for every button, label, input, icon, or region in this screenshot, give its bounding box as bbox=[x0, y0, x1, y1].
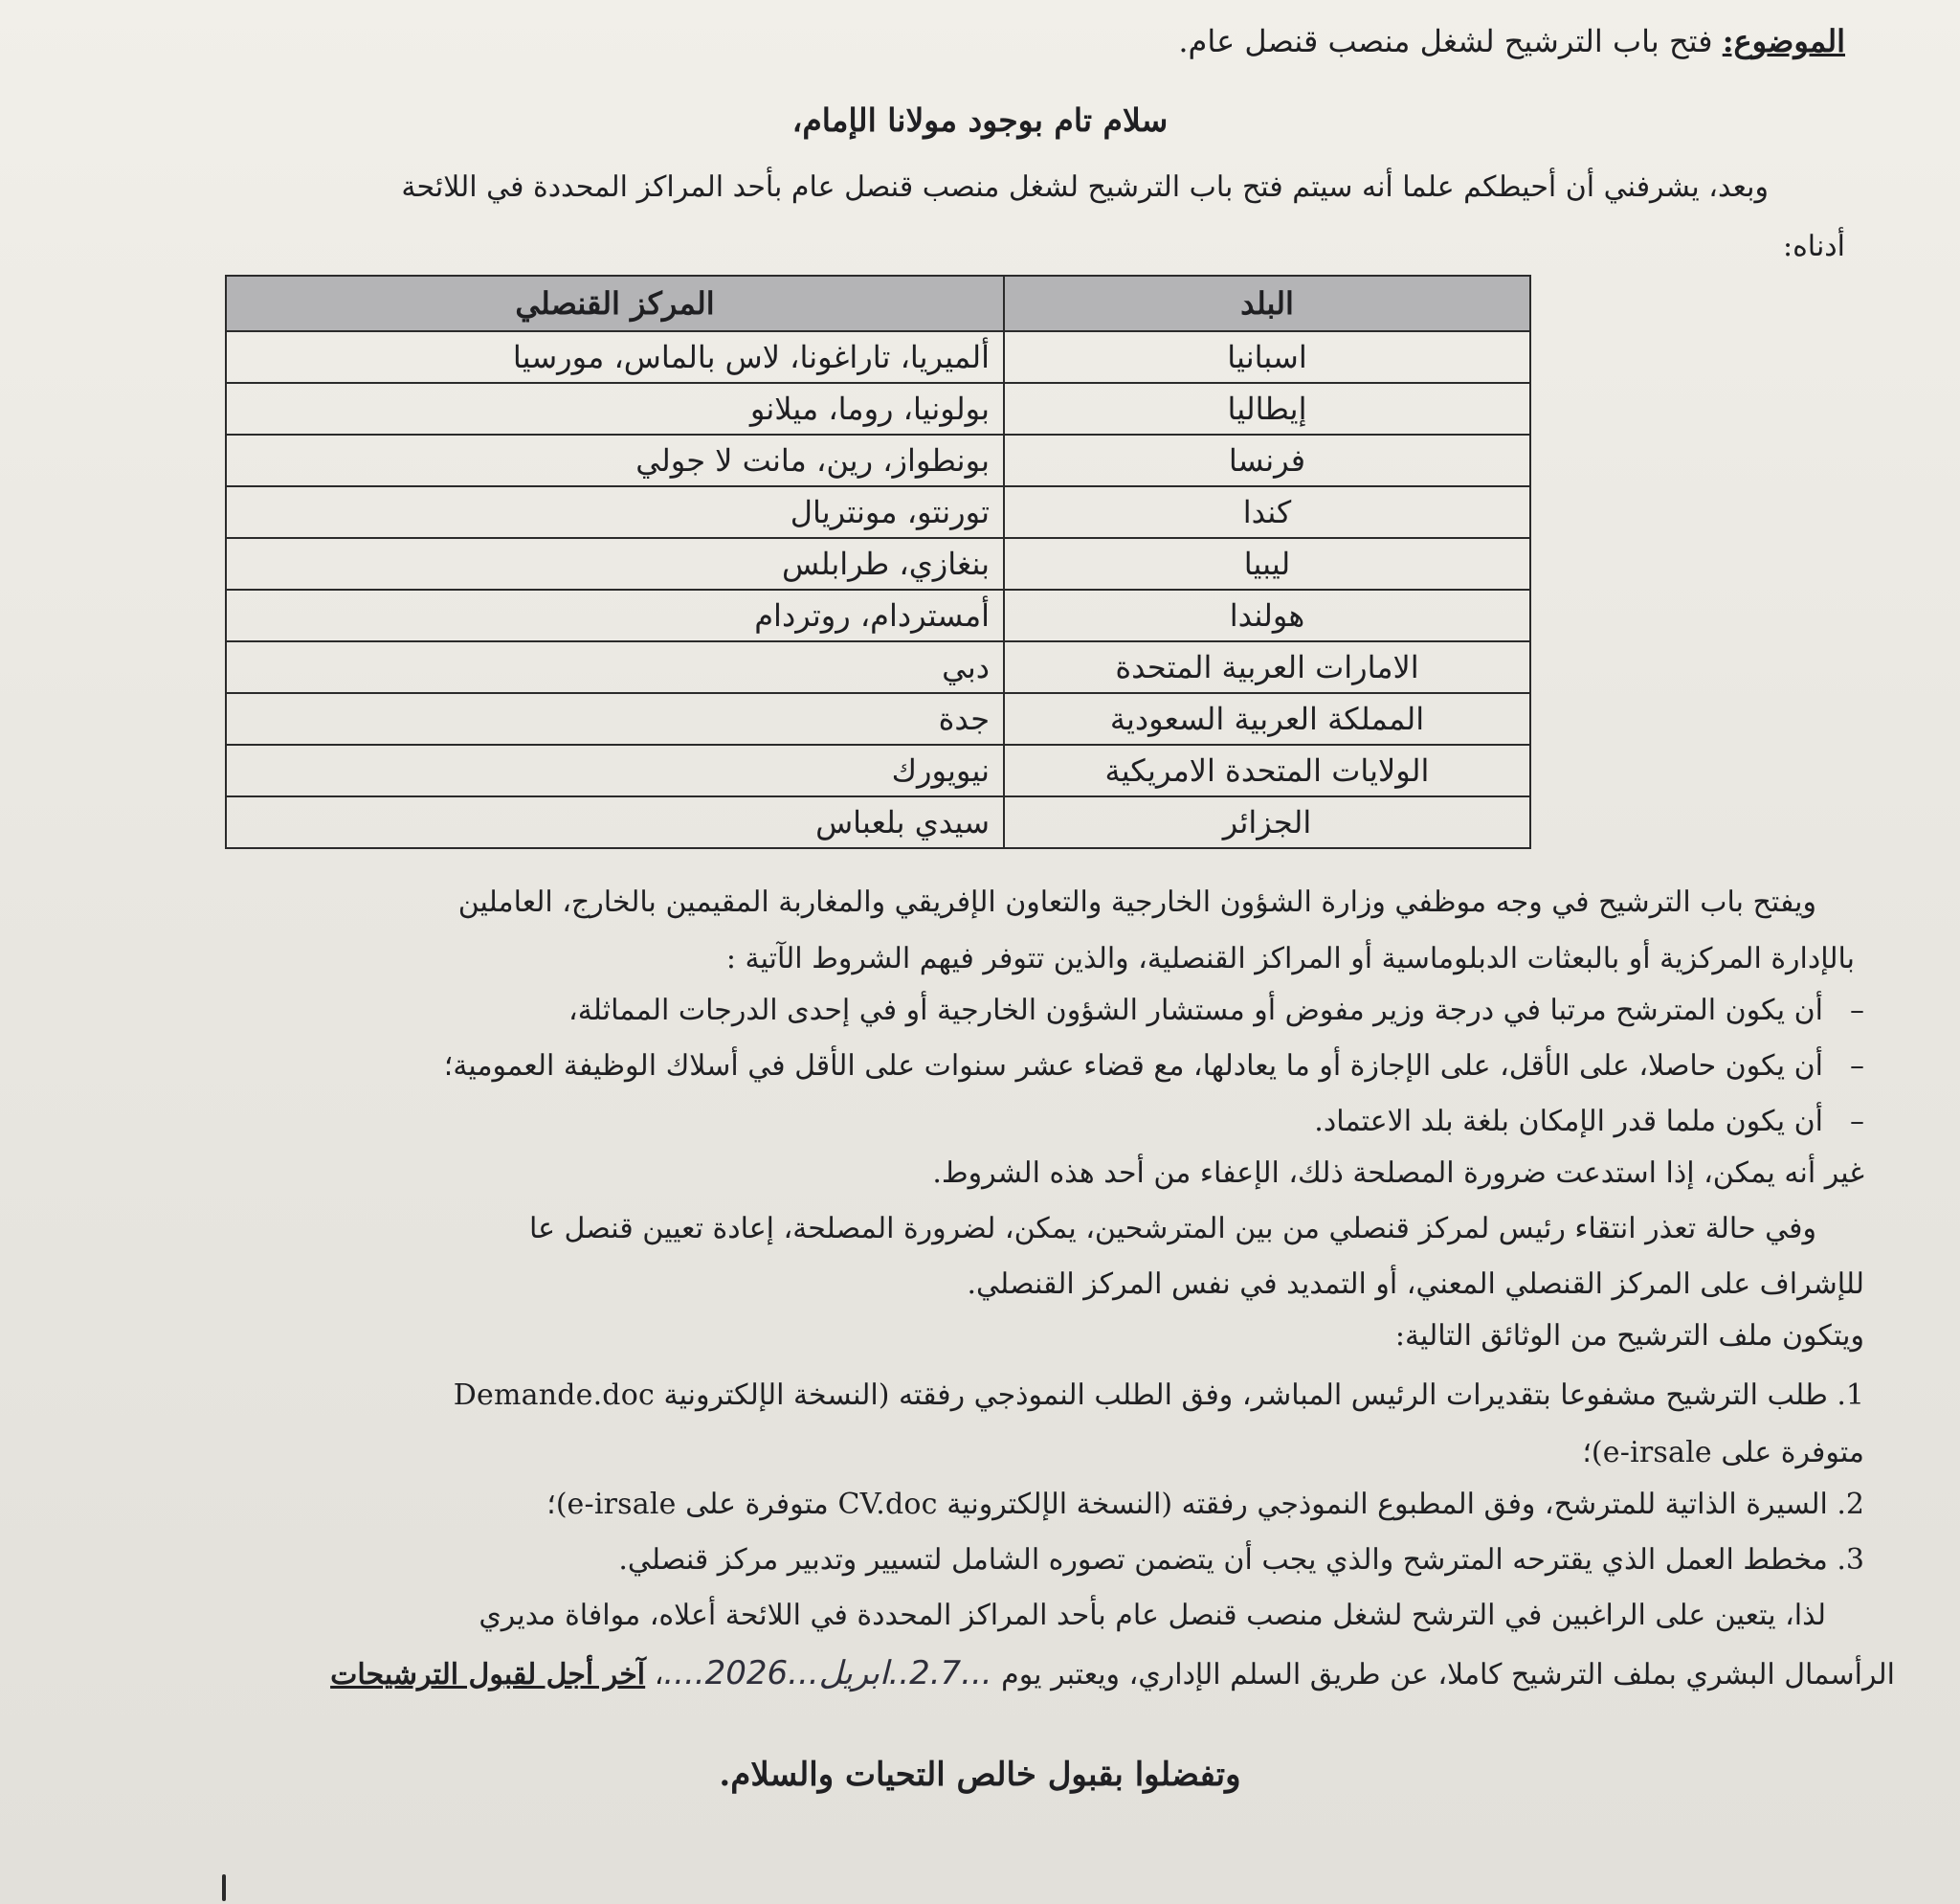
subject-text: فتح باب الترشيح لشغل منصب قنصل عام. bbox=[1178, 23, 1723, 59]
deadline-paragraph-line2 bbox=[330, 1654, 1895, 1693]
deadline-paragraph-line1: لذا، يتعين على الراغبين في الترشح لشغل منصب قنصل عام بأحد المراكز المحددة في اللائحة أعلاه، موافاة مديري bbox=[479, 1599, 1826, 1632]
country-cell: ليبيا bbox=[1004, 538, 1530, 590]
table-row bbox=[226, 693, 1530, 745]
eligibility-line2: بالإدارة المركزية أو بالبعثات الدبلوماسية أو المراكز القنصلية، والذين تتوفر فيهم الشروط الآتية : bbox=[725, 942, 1855, 975]
country-cell: المملكة العربية السعودية bbox=[1004, 693, 1530, 745]
case-paragraph-line1: وفي حالة تعذر انتقاء رئيس لمركز قنصلي من بين المترشحين، يمكن، لضرورة المصلحة، إعادة تعيين قنصل عا bbox=[528, 1212, 1816, 1245]
country-cell: هولندا bbox=[1004, 590, 1530, 641]
center-cell: أمستردام، روتردام bbox=[226, 590, 1004, 641]
country-cell: اسبانيا bbox=[1004, 331, 1530, 383]
eligibility-line1: ويفتح باب الترشيح في وجه موظفي وزارة الشؤون الخارجية والتعاون الإفريقي والمغاربة المقيمين بالخارج، العاملين bbox=[457, 885, 1816, 919]
header-country: البلد bbox=[1004, 276, 1530, 331]
dash-bullet-icon: – bbox=[1850, 1105, 1864, 1138]
intro-paragraph-line2: أدناه: bbox=[1782, 230, 1845, 263]
intro-paragraph-line1: وبعد، يشرفني أن أحيطكم علما أنه سيتم فتح باب الترشيح لشغل منصب قنصل عام بأحد المراكز المحددة في اللائحة bbox=[401, 170, 1769, 204]
center-cell: ألميريا، تاراغونا، لاس بالماس، مورسيا bbox=[226, 331, 1004, 383]
center-cell: بنغازي، طرابلس bbox=[226, 538, 1004, 590]
condition-text: أن يكون حاصلا، على الأقل، على الإجازة أو ما يعادلها، مع قضاء عشر سنوات على الأقل في أسلاك الوظيفة العمومية؛ bbox=[443, 1049, 1823, 1083]
center-cell: دبي bbox=[226, 641, 1004, 693]
table-row bbox=[226, 745, 1530, 796]
country-cell: الولايات المتحدة الامريكية bbox=[1004, 745, 1530, 796]
document-item-1-line1: 1. طلب الترشيح مشفوعا بتقديرات الرئيس المباشر، وفق الطلب النموذجي رفقته (النسخة الإلكترونية Demande.doc bbox=[453, 1378, 1864, 1412]
condition-item bbox=[568, 994, 1864, 1028]
table-row bbox=[226, 538, 1530, 590]
table-row bbox=[226, 796, 1530, 848]
dash-bullet-icon: – bbox=[1850, 994, 1864, 1027]
case-paragraph-line2: للإشراف على المركز القنصلي المعني، أو التمديد في نفس المركز القنصلي. bbox=[967, 1267, 1864, 1301]
center-cell: بونطواز، رين، مانت لا جولي bbox=[226, 435, 1004, 486]
center-cell: بولونيا، روما، ميلانو bbox=[226, 383, 1004, 435]
country-cell: الامارات العربية المتحدة bbox=[1004, 641, 1530, 693]
country-cell: الجزائر bbox=[1004, 796, 1530, 848]
center-cell: جدة bbox=[226, 693, 1004, 745]
greeting: سلام تام بوجود مولانا الإمام، bbox=[791, 101, 1169, 139]
condition-text: أن يكون المترشح مرتبا في درجة وزير مفوض أو مستشار الشؤون الخارجية أو في إحدى الدرجات المماثلة، bbox=[568, 994, 1823, 1027]
closing-salutation: وتفضلوا بقبول خالص التحيات والسلام. bbox=[719, 1756, 1241, 1794]
header-center: المركز القنصلي bbox=[226, 276, 1004, 331]
center-cell: تورنتو، مونتريال bbox=[226, 486, 1004, 538]
condition-item bbox=[444, 1049, 1864, 1084]
pen-mark bbox=[222, 1874, 226, 1901]
country-cell: إيطاليا bbox=[1004, 383, 1530, 435]
exception-paragraph: غير أنه يمكن، إذا استدعت ضرورة المصلحة ذلك، الإعفاء من أحد هذه الشروط. bbox=[932, 1156, 1864, 1190]
country-cell: كندا bbox=[1004, 486, 1530, 538]
table-row bbox=[226, 435, 1530, 486]
deadline-label: آخر أجل لقبول الترشيحات bbox=[330, 1658, 646, 1691]
document-item-1-line2: متوفرة على e-irsale)؛ bbox=[1582, 1436, 1864, 1469]
table-row bbox=[226, 641, 1530, 693]
document-item-3: 3. مخطط العمل الذي يقترحه المترشح والذي يجب أن يتضمن تصوره الشامل لتسيير وتدبير مركز قنصلي. bbox=[618, 1543, 1864, 1577]
table-header-row bbox=[226, 276, 1530, 331]
subject-label: الموضوع: bbox=[1722, 23, 1845, 59]
center-cell: سيدي بلعباس bbox=[226, 796, 1004, 848]
country-cell: فرنسا bbox=[1004, 435, 1530, 486]
center-cell: نيويورك bbox=[226, 745, 1004, 796]
document-item-2: 2. السيرة الذاتية للمترشح، وفق المطبوع النموذجي رفقته (النسخة الإلكترونية CV.doc متوفرة على e-irsale)؛ bbox=[546, 1488, 1864, 1521]
consular-centers-table bbox=[225, 275, 1531, 849]
deadline-separator: ، bbox=[645, 1658, 664, 1691]
deadline-prefix: الرأسمال البشري بملف الترشيح كاملا، عن طريق السلم الإداري، ويعتبر يوم bbox=[991, 1658, 1895, 1691]
condition-text: أن يكون ملما قدر الإمكان بلغة بلد الاعتماد. bbox=[1314, 1105, 1823, 1138]
dash-bullet-icon: – bbox=[1850, 1049, 1864, 1083]
table-row bbox=[226, 486, 1530, 538]
handwritten-date: ...2.7..ابريل...2026.... bbox=[663, 1654, 992, 1692]
documents-intro: ويتكون ملف الترشيح من الوثائق التالية: bbox=[1394, 1319, 1864, 1353]
table-row bbox=[226, 331, 1530, 383]
subject-line bbox=[1178, 23, 1845, 59]
table-row bbox=[226, 383, 1530, 435]
table-row bbox=[226, 590, 1530, 641]
condition-item bbox=[1314, 1105, 1864, 1139]
